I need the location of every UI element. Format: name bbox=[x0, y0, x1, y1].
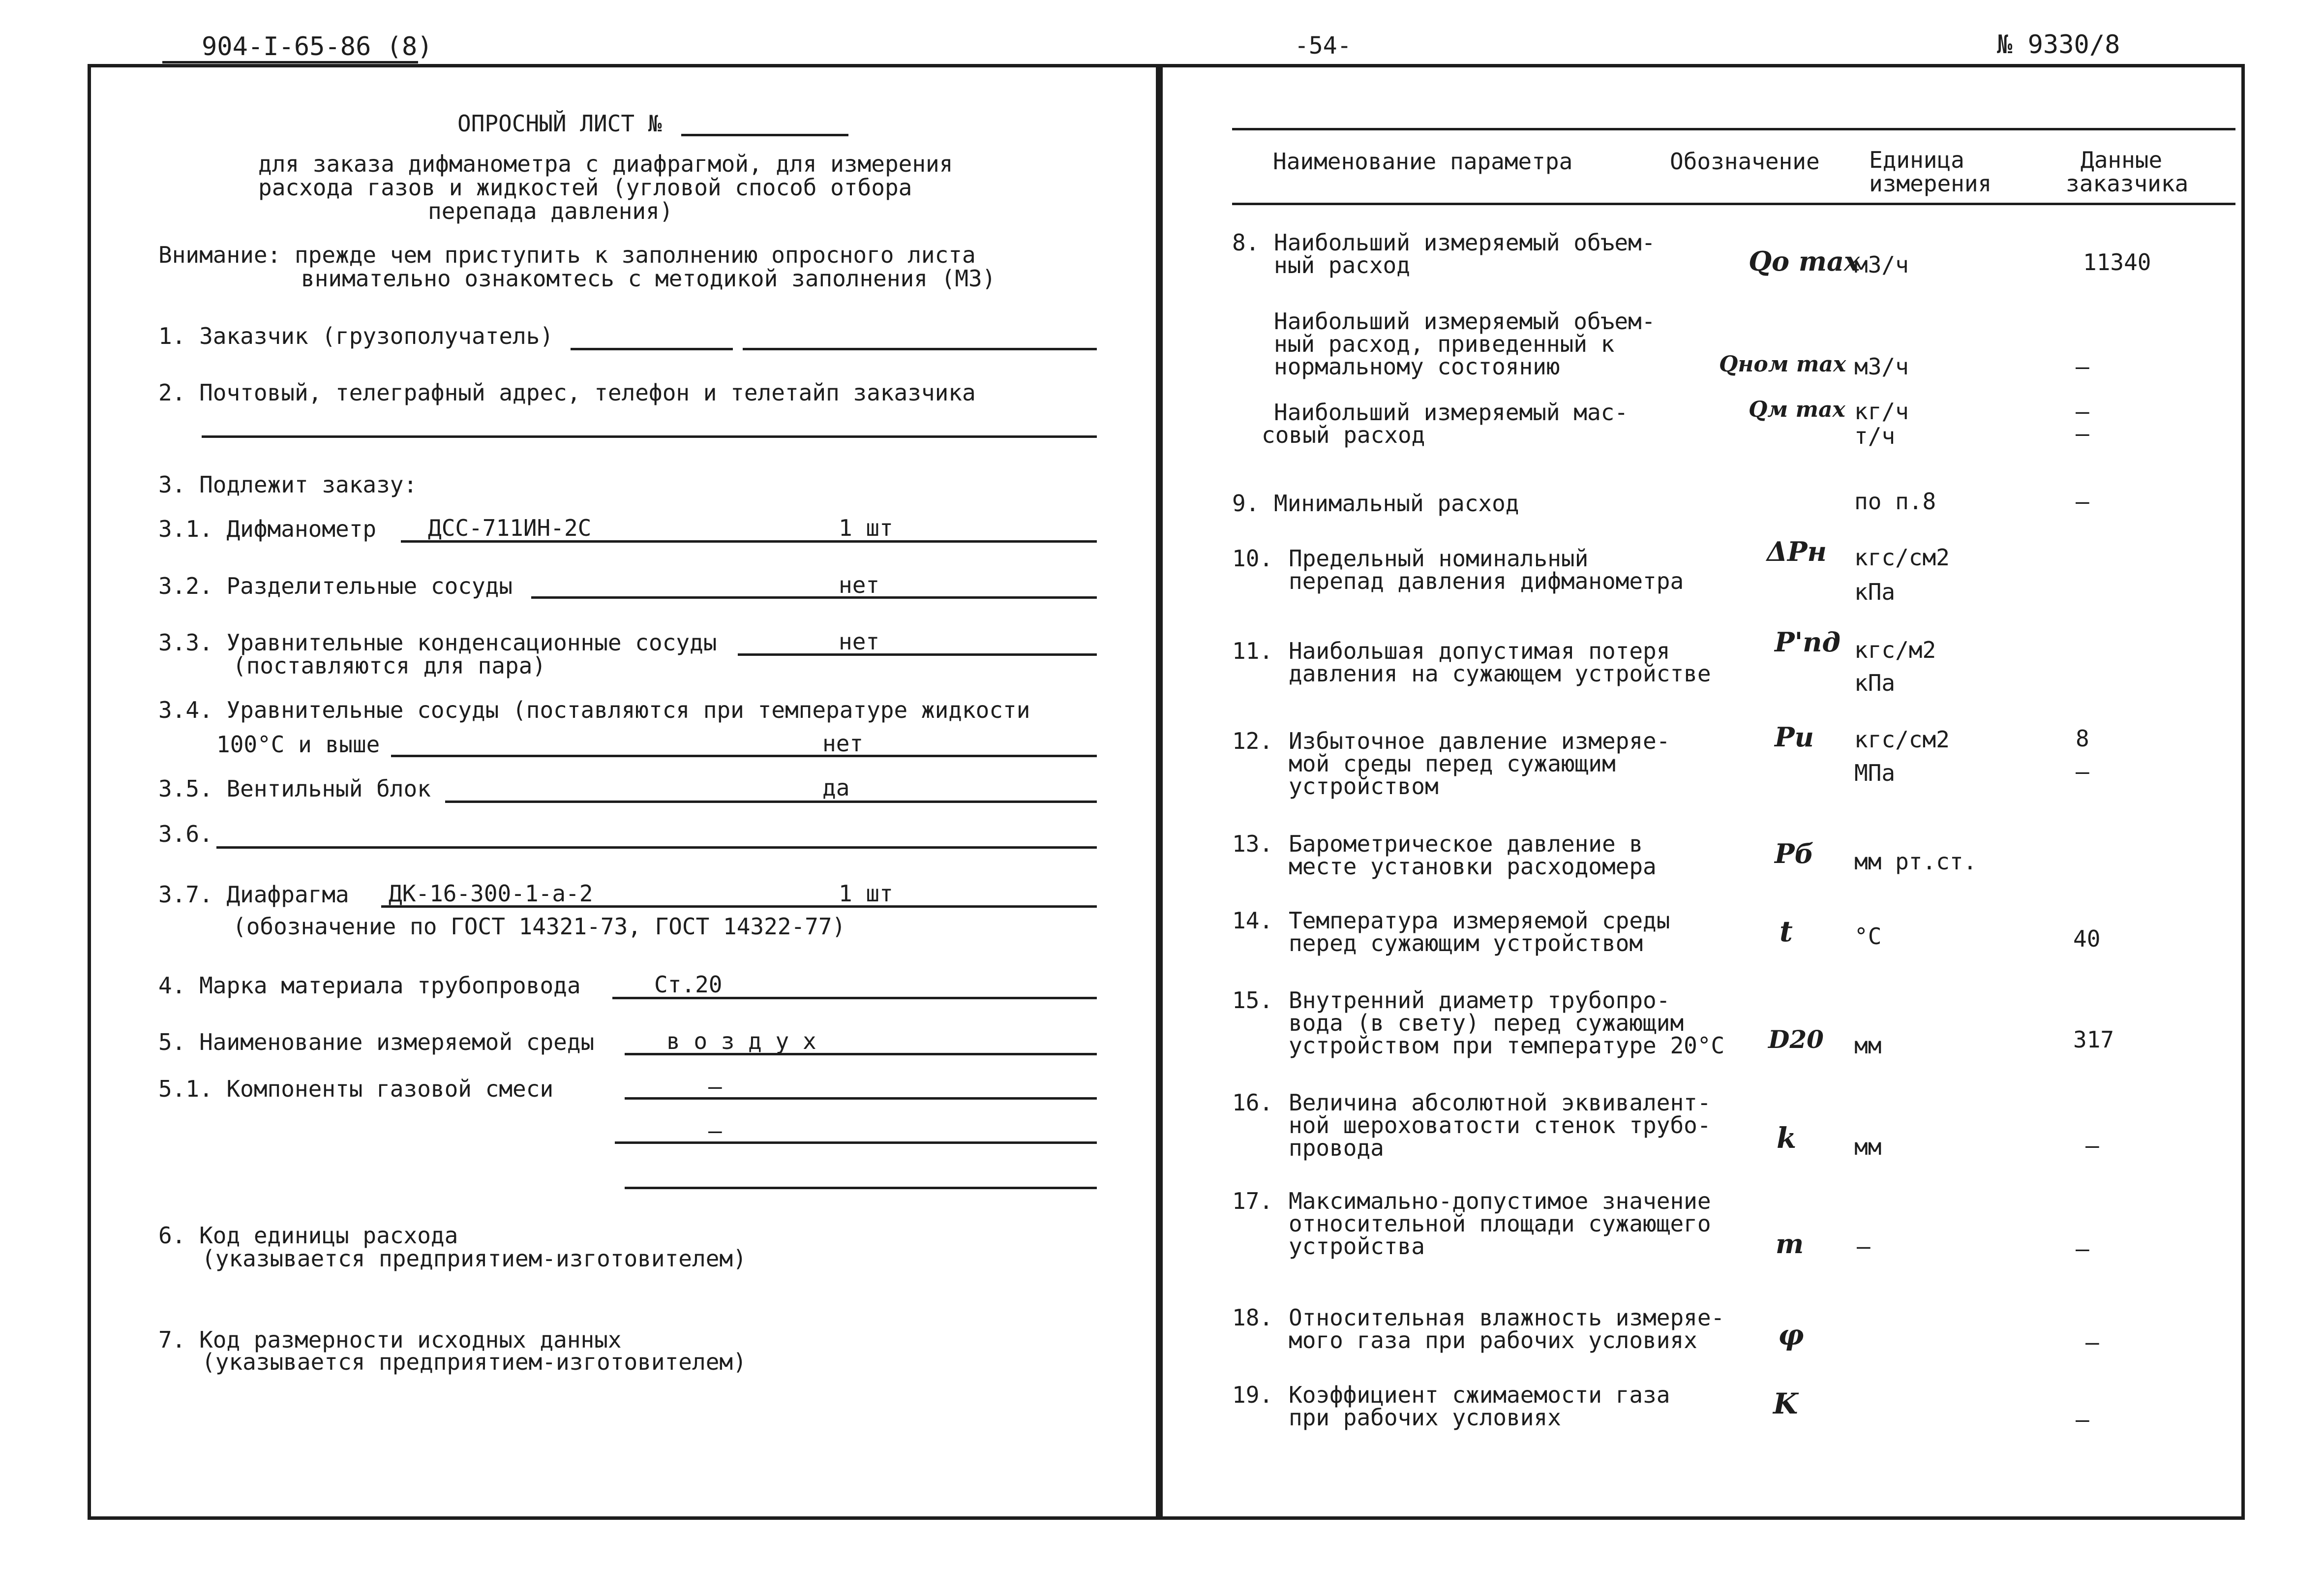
item-1-field-a[interactable] bbox=[571, 348, 733, 350]
item-5-1-dash-2[interactable]: – bbox=[708, 1117, 722, 1144]
item-3-1-qty[interactable]: 1 шт bbox=[839, 515, 893, 541]
row-number: 18. bbox=[1232, 1304, 1273, 1331]
row-number: 17. bbox=[1232, 1188, 1273, 1214]
item-5-1-field-3[interactable] bbox=[625, 1187, 1097, 1189]
row-name-line: давления на сужающем устройстве bbox=[1289, 660, 1711, 687]
row-name-line: устройства bbox=[1289, 1233, 1425, 1260]
row-unit: т/ч bbox=[1854, 423, 1896, 449]
row-symbol: P'пд bbox=[1775, 626, 1841, 658]
column-header-unit-2: измерения bbox=[1869, 170, 1992, 197]
table-top-rule bbox=[1232, 128, 2235, 130]
row-name-line: относительной площади сужающего bbox=[1289, 1210, 1711, 1237]
row-unit: °С bbox=[1854, 923, 1882, 950]
row-name-line: Наибольший измеряемый объем- bbox=[1274, 308, 1656, 335]
row-symbol: Pи bbox=[1775, 721, 1814, 753]
row-name-line: нормальному состоянию bbox=[1274, 353, 1560, 380]
row-name-line: ный расход, приведенный к bbox=[1274, 331, 1615, 357]
row-number: 14. bbox=[1232, 907, 1273, 934]
item-3-2-value[interactable]: нет bbox=[839, 572, 880, 598]
form-subtitle-line-3: перепада давления) bbox=[428, 198, 673, 224]
column-header-unit-1: Единица bbox=[1869, 147, 1964, 173]
item-3-1-value[interactable]: ДСС-711ИН-2С bbox=[428, 515, 592, 541]
item-3-3-field[interactable] bbox=[738, 653, 1097, 656]
row-number: 19. bbox=[1232, 1382, 1273, 1408]
item-4-label: 4. Марка материала трубопровода bbox=[158, 972, 581, 999]
form-title: ОПРОСНЫЙ ЛИСТ № bbox=[457, 110, 662, 137]
item-3-3-value[interactable]: нет bbox=[839, 628, 880, 655]
item-3-2-field[interactable] bbox=[531, 596, 1097, 599]
row-name-line: перед сужающим устройством bbox=[1289, 930, 1643, 956]
sheet-code: 904-I-65-86 (8) bbox=[202, 32, 433, 62]
item-5-1-field-1[interactable] bbox=[625, 1097, 1097, 1100]
row-name-line: Относительная влажность измеряе- bbox=[1289, 1304, 1725, 1331]
row-number: 8. bbox=[1232, 229, 1260, 256]
item-6-note: (указывается предприятием-изготовителем) bbox=[202, 1245, 747, 1272]
item-3-5-field[interactable] bbox=[445, 800, 1097, 803]
item-3-3-note: (поставляются для пара) bbox=[233, 652, 546, 679]
row-unit: МПа bbox=[1854, 760, 1896, 786]
row-number: 12. bbox=[1232, 728, 1273, 754]
row-unit: м3/ч bbox=[1854, 353, 1909, 380]
row-value[interactable]: – bbox=[2076, 398, 2089, 425]
row-unit: кгс/см2 bbox=[1854, 544, 1950, 571]
row-unit: кПа bbox=[1854, 579, 1896, 605]
row-name-line: месте установки расходомера bbox=[1289, 853, 1657, 880]
row-symbol: ΔPн bbox=[1767, 536, 1827, 567]
item-3-7-label: 3.7. Диафрагма bbox=[158, 881, 349, 908]
row-number: 16. bbox=[1232, 1089, 1273, 1116]
row-unit: кПа bbox=[1854, 670, 1896, 696]
row-name-line: перепад давления дифманометра bbox=[1289, 568, 1684, 594]
header-underline bbox=[162, 61, 418, 63]
item-3-4-label: 3.4. Уравнительные сосуды (поставляются при температуре жидкости bbox=[158, 697, 1030, 723]
document-number: № 9330/8 bbox=[1997, 30, 2120, 60]
row-symbol: Qном max bbox=[1719, 352, 1846, 377]
row-name-line: Максимально-допустимое значение bbox=[1289, 1188, 1711, 1214]
item-3-1-label: 3.1. Дифманометр bbox=[158, 516, 377, 542]
item-5-1-label: 5.1. Компоненты газовой смеси bbox=[158, 1076, 554, 1102]
row-value[interactable]: – bbox=[2076, 758, 2089, 785]
table-header-rule bbox=[1232, 203, 2235, 205]
row-symbol: Qм max bbox=[1749, 397, 1845, 422]
row-value[interactable]: 317 bbox=[2073, 1026, 2114, 1053]
row-unit: м3/ч bbox=[1854, 251, 1909, 278]
row-unit: по п.8 bbox=[1854, 488, 1936, 515]
row-number: 10. bbox=[1232, 545, 1273, 572]
row-value[interactable]: – bbox=[2085, 1329, 2099, 1355]
item-2-label: 2. Почтовый, телеграфный адрес, телефон и телетайп заказчика bbox=[158, 379, 976, 406]
row-name-line: Внутренний диаметр трубопро- bbox=[1289, 987, 1670, 1014]
row-value[interactable]: 11340 bbox=[2083, 249, 2151, 276]
row-name-line: Предельный номинальный bbox=[1289, 545, 1589, 572]
row-name-line: вода (в свету) перед сужающим bbox=[1289, 1010, 1684, 1036]
item-7-label: 7. Код размерности исходных данных bbox=[158, 1326, 622, 1353]
row-unit: кгс/м2 bbox=[1854, 637, 1936, 663]
row-number: 11. bbox=[1232, 638, 1273, 664]
row-value[interactable]: 8 bbox=[2076, 725, 2089, 752]
row-unit: мм bbox=[1854, 1032, 1882, 1059]
column-header-data-1: Данные bbox=[2081, 147, 2163, 173]
item-3-4-value[interactable]: нет bbox=[822, 730, 864, 757]
item-2-field[interactable] bbox=[202, 435, 1097, 438]
attention-line-2: внимательно ознакомтесь с методикой заполнения (МЗ) bbox=[301, 265, 996, 292]
row-number: 13. bbox=[1232, 831, 1273, 857]
row-name-line: ной шероховатости стенок трубо- bbox=[1289, 1112, 1711, 1138]
row-name-line: Наибольшая допустимая потеря bbox=[1289, 638, 1670, 664]
item-1-label: 1. Заказчик (грузополучатель) bbox=[158, 323, 554, 349]
row-value[interactable]: – bbox=[2085, 1132, 2099, 1159]
item-6-label: 6. Код единицы расхода bbox=[158, 1222, 458, 1249]
row-number: 15. bbox=[1232, 987, 1273, 1014]
row-value[interactable]: – bbox=[2076, 1406, 2089, 1433]
row-unit: мм рт.ст. bbox=[1854, 848, 1977, 875]
row-value[interactable]: – bbox=[2076, 488, 2089, 515]
row-name-line: устройством при температуре 20°С bbox=[1289, 1032, 1725, 1059]
attention-line-1: Внимание: прежде чем приступить к заполнению опросного листа bbox=[158, 242, 976, 268]
item-3-7-note: (обозначение по ГОСТ 14321-73, ГОСТ 14322-77) bbox=[233, 913, 846, 940]
row-symbol: t bbox=[1780, 915, 1793, 948]
form-subtitle-line-2: расхода газов и жидкостей (угловой способ отбора bbox=[258, 174, 912, 201]
item-7-note: (указывается предприятием-изготовителем) bbox=[202, 1349, 747, 1375]
row-name-line: при рабочих условиях bbox=[1289, 1404, 1561, 1431]
row-name-line: Наибольший измеряемый объем- bbox=[1274, 229, 1656, 256]
row-symbol: φ bbox=[1778, 1318, 1804, 1352]
page-number: -54- bbox=[1295, 32, 1352, 60]
item-4-value[interactable]: Ст.20 bbox=[654, 971, 723, 998]
row-number: 9. bbox=[1232, 490, 1260, 517]
row-symbol: K bbox=[1773, 1387, 1798, 1420]
row-unit: кгс/см2 bbox=[1854, 726, 1950, 753]
form-subtitle-line-1: для заказа дифманометра с диафрагмой, для измерения bbox=[258, 151, 953, 177]
row-name-line: Наибольший измеряемый мас- bbox=[1274, 399, 1629, 426]
item-3-4-field[interactable] bbox=[391, 755, 1097, 757]
column-header-symbol: Обозначение bbox=[1670, 148, 1820, 175]
row-name-line: ный расход bbox=[1274, 252, 1410, 278]
row-name-line: Минимальный расход bbox=[1274, 490, 1519, 517]
column-header-data-2: заказчика bbox=[2066, 170, 2189, 197]
row-unit: – bbox=[1857, 1233, 1871, 1260]
row-name-line: провода bbox=[1289, 1135, 1384, 1161]
form-number-blank bbox=[681, 134, 848, 136]
row-value[interactable]: 40 bbox=[2073, 925, 2101, 952]
item-5-value[interactable]: в о з д у х bbox=[666, 1028, 816, 1054]
item-3-7-qty[interactable]: 1 шт bbox=[839, 880, 893, 907]
row-name-line: Избыточное давление измеряе- bbox=[1289, 728, 1670, 754]
item-3-7-value[interactable]: ДК-16-300-1-а-2 bbox=[389, 880, 593, 907]
row-name-line: Коэффициент сжимаемости газа bbox=[1289, 1382, 1670, 1408]
column-header-name: Наименование параметра bbox=[1273, 148, 1573, 175]
row-name-line: Барометрическое давление в bbox=[1289, 831, 1643, 857]
item-3-6-label: 3.6. bbox=[158, 821, 213, 847]
row-name-line: мой среды перед сужающим bbox=[1289, 750, 1616, 777]
row-value[interactable]: – bbox=[2076, 1235, 2089, 1262]
row-symbol: D20 bbox=[1768, 1025, 1824, 1054]
item-5-1-field-2[interactable] bbox=[615, 1141, 1097, 1144]
item-5-1-dash-1[interactable]: – bbox=[708, 1073, 722, 1100]
row-symbol: k bbox=[1777, 1121, 1797, 1155]
row-unit: мм bbox=[1854, 1134, 1882, 1160]
item-3-4-label-2: 100°С и выше bbox=[216, 731, 380, 758]
row-symbol: m bbox=[1776, 1228, 1804, 1260]
row-name-line: устройством bbox=[1289, 773, 1439, 800]
row-symbol: Pб bbox=[1775, 838, 1814, 869]
row-value[interactable]: – bbox=[2076, 420, 2089, 447]
item-3-5-value[interactable]: да bbox=[822, 774, 850, 801]
item-3-3-label: 3.3. Уравнительные конденсационные сосуды bbox=[158, 629, 717, 656]
row-value[interactable]: – bbox=[2076, 353, 2089, 380]
row-symbol: Qо max bbox=[1749, 246, 1860, 277]
item-5-label: 5. Наименование измеряемой среды bbox=[158, 1029, 595, 1055]
item-3-2-label: 3.2. Разделительные сосуды bbox=[158, 573, 513, 599]
item-3-6-field[interactable] bbox=[216, 846, 1097, 849]
item-3-label: 3. Подлежит заказу: bbox=[158, 471, 418, 498]
row-name-line: совый расход bbox=[1262, 422, 1425, 448]
item-1-field-b[interactable] bbox=[743, 348, 1097, 350]
row-name-line: мого газа при рабочих условиях bbox=[1289, 1327, 1697, 1354]
row-unit: кг/ч bbox=[1854, 398, 1909, 425]
item-3-5-label: 3.5. Вентильный блок bbox=[158, 775, 431, 802]
row-name-line: Температура измеряемой среды bbox=[1289, 907, 1670, 934]
row-name-line: Величина абсолютной эквивалент- bbox=[1289, 1089, 1711, 1116]
